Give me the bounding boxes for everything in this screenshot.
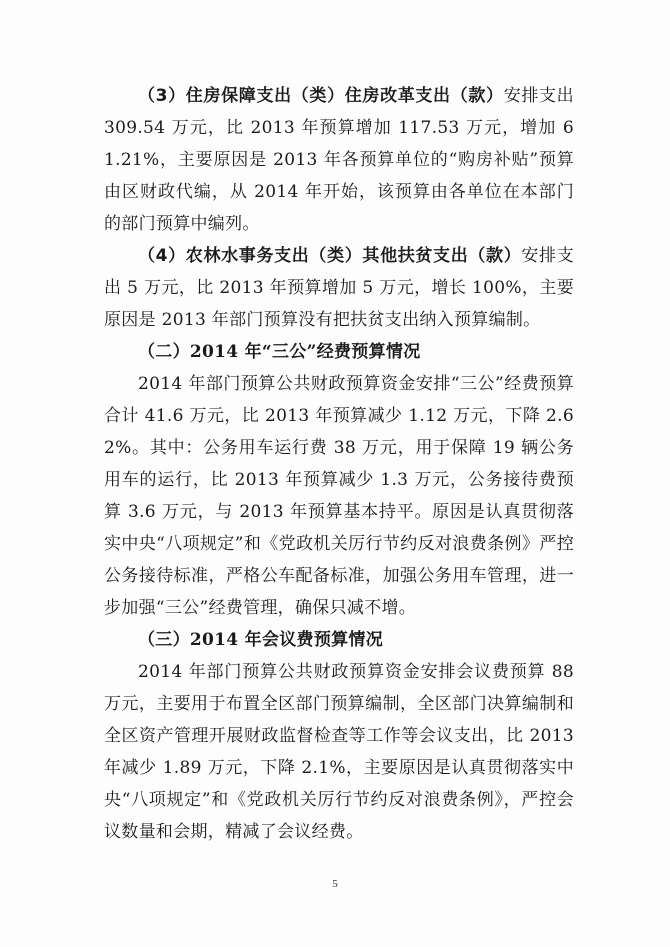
section-heading-meeting: （三）2014 年会议费预算情况 bbox=[138, 630, 384, 650]
paragraph-three-public: 2014 年部门预算公共财政预算资金安排“三公”经费预算合计 41.6 万元，比 2013 年预算减少 1.12 万元，下降 2.62%。其中：公务用车运行费 38 万元，用于保障 19 辆公务用车的运行，比 2013 年预算减少 1.3 万元，公务接待费预算 3.6 万元，与 2013 年预算基本持平。原因是认真贯彻落实中央“八项规定”和《党政机关厉行节约反对浪费条例》严控公务接待标准，严格公车配备标准，加强公务用车管理，进一步加强“三公”经费管理，确保只减不增。 bbox=[104, 374, 574, 618]
body-text bbox=[104, 80, 574, 848]
section-heading-three-public: （二）2014 年“三公”经费预算情况 bbox=[138, 342, 421, 362]
paragraph-poverty-lead: （4）农林水事务支出（类）其他扶贫支出（款） bbox=[138, 246, 522, 266]
paragraph-poverty-text: 安排支出 5 万元，比 2013 年预算增加 5 万元，增长 100%，主要原因是 2013 年部门预算没有把扶贫支出纳入预算编制。 bbox=[104, 246, 574, 330]
page-number: 5 bbox=[332, 878, 338, 890]
paragraph-housing-text: 安排支出 309.54 万元，比 2013 年预算增加 117.53 万元，增加 61.21%，主要原因是 2013 年各预算单位的“购房补贴”预算由区财政代编，从 2014 年开始，该预算由各单位在本部门的部门预算中编列。 bbox=[104, 86, 574, 234]
paragraph-housing-lead: （3）住房保障支出（类）住房改革支出（款） bbox=[138, 86, 504, 106]
paragraph-meeting: 2014 年部门预算公共财政预算资金安排会议费预算 88 万元，主要用于布置全区部门预算编制，全区部门决算编制和全区资产管理开展财政监督检查等工作等会议支出，比 2013 年减少 1.89 万元，下降 2.1%，主要原因是认真贯彻落实中央“八项规定”和《党政机关厉行节约反对浪费条例》，严控会议数量和会期，精减了会议经费。 bbox=[104, 662, 574, 842]
paragraph-poverty bbox=[104, 240, 574, 336]
paragraph-housing bbox=[104, 80, 574, 240]
